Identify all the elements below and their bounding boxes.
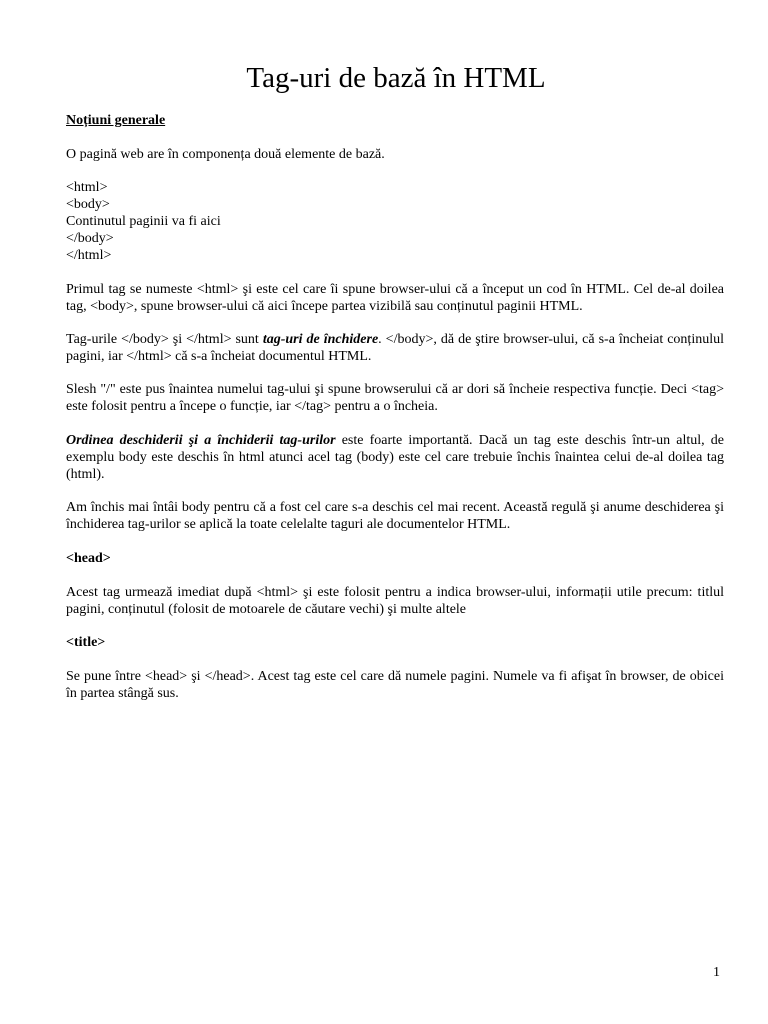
intro-paragraph: O pagină web are în componența două elemente de bază. xyxy=(66,147,385,162)
paragraph-title: Se pune între <head> şi </head>. Acest tag este cel care dă numele pagini. Numele va fi afişat în browser, de obicei în partea stângă sus. xyxy=(66,669,724,701)
emphasis-text: Ordinea deschiderii şi a închiderii tag-urilor xyxy=(66,433,336,448)
code-line: <html> xyxy=(66,180,108,195)
paragraph-text: este foarte importantă. Dacă un tag este deschis într-un altul, de exemplu body este deschis în html atunci acel tag (body) este cel care trebuie închis înaintea celui de-al doilea tag (html). xyxy=(66,433,724,482)
code-line: </body> xyxy=(66,231,114,246)
page-number: 1 xyxy=(713,965,720,980)
paragraph-head: Acest tag urmează imediat după <html> şi este folosit pentru a indica browser-ului, informații utile precum: titlul pagini, conținutul (folosit de motoarele de căutare vechi) şi multe altele xyxy=(66,585,724,617)
emphasis-text: tag-uri de închidere xyxy=(262,332,379,347)
paragraph-tag-uri-inchidere xyxy=(66,331,724,365)
paragraph-slesh: Slesh "/" este pus înaintea numelui tag-ului şi spune browserului că ar dori să încheie respectiva funcție. Deci <tag> este folosit pentru a începe o funcție, iar </tag> pentru a o încheia. xyxy=(66,382,724,414)
paragraph-text: . </body>, dă de ştire browser-ului, că s-a încheiat conținulul pagini, iar </html> că s-a încheiat documentul HTML. xyxy=(66,332,724,364)
code-line: <body> xyxy=(66,197,110,212)
section-heading-head: <head> xyxy=(66,551,111,566)
code-line: </html> xyxy=(66,248,112,263)
page-title: Tag-uri de bază în HTML xyxy=(246,62,546,94)
code-line: Continutul paginii va fi aici xyxy=(66,214,221,229)
paragraph-text: Tag-urile </body> şi </html> sunt xyxy=(66,332,263,347)
paragraph-ordinea xyxy=(66,432,724,483)
paragraph-primul-tag: Primul tag se numeste <html> şi este cel care îi spune browser-ului că a început un cod în HTML. Cel de-al doilea tag, <body>, spune browser-ului că aici începe partea vizibilă sau conținutul paginii HTML. xyxy=(66,282,724,314)
paragraph-am-inchis: Am închis mai întâi body pentru că a fost cel care s-a deschis cel mai recent. Această regulă şi anume deschiderea şi închiderea tag-urilor se aplică la toate celelalte taguri ale documentelor HTML. xyxy=(66,500,724,532)
code-example xyxy=(66,179,724,264)
section-heading-title: <title> xyxy=(66,635,106,650)
section-heading-notiuni-generale: Noțiuni generale xyxy=(66,113,166,128)
